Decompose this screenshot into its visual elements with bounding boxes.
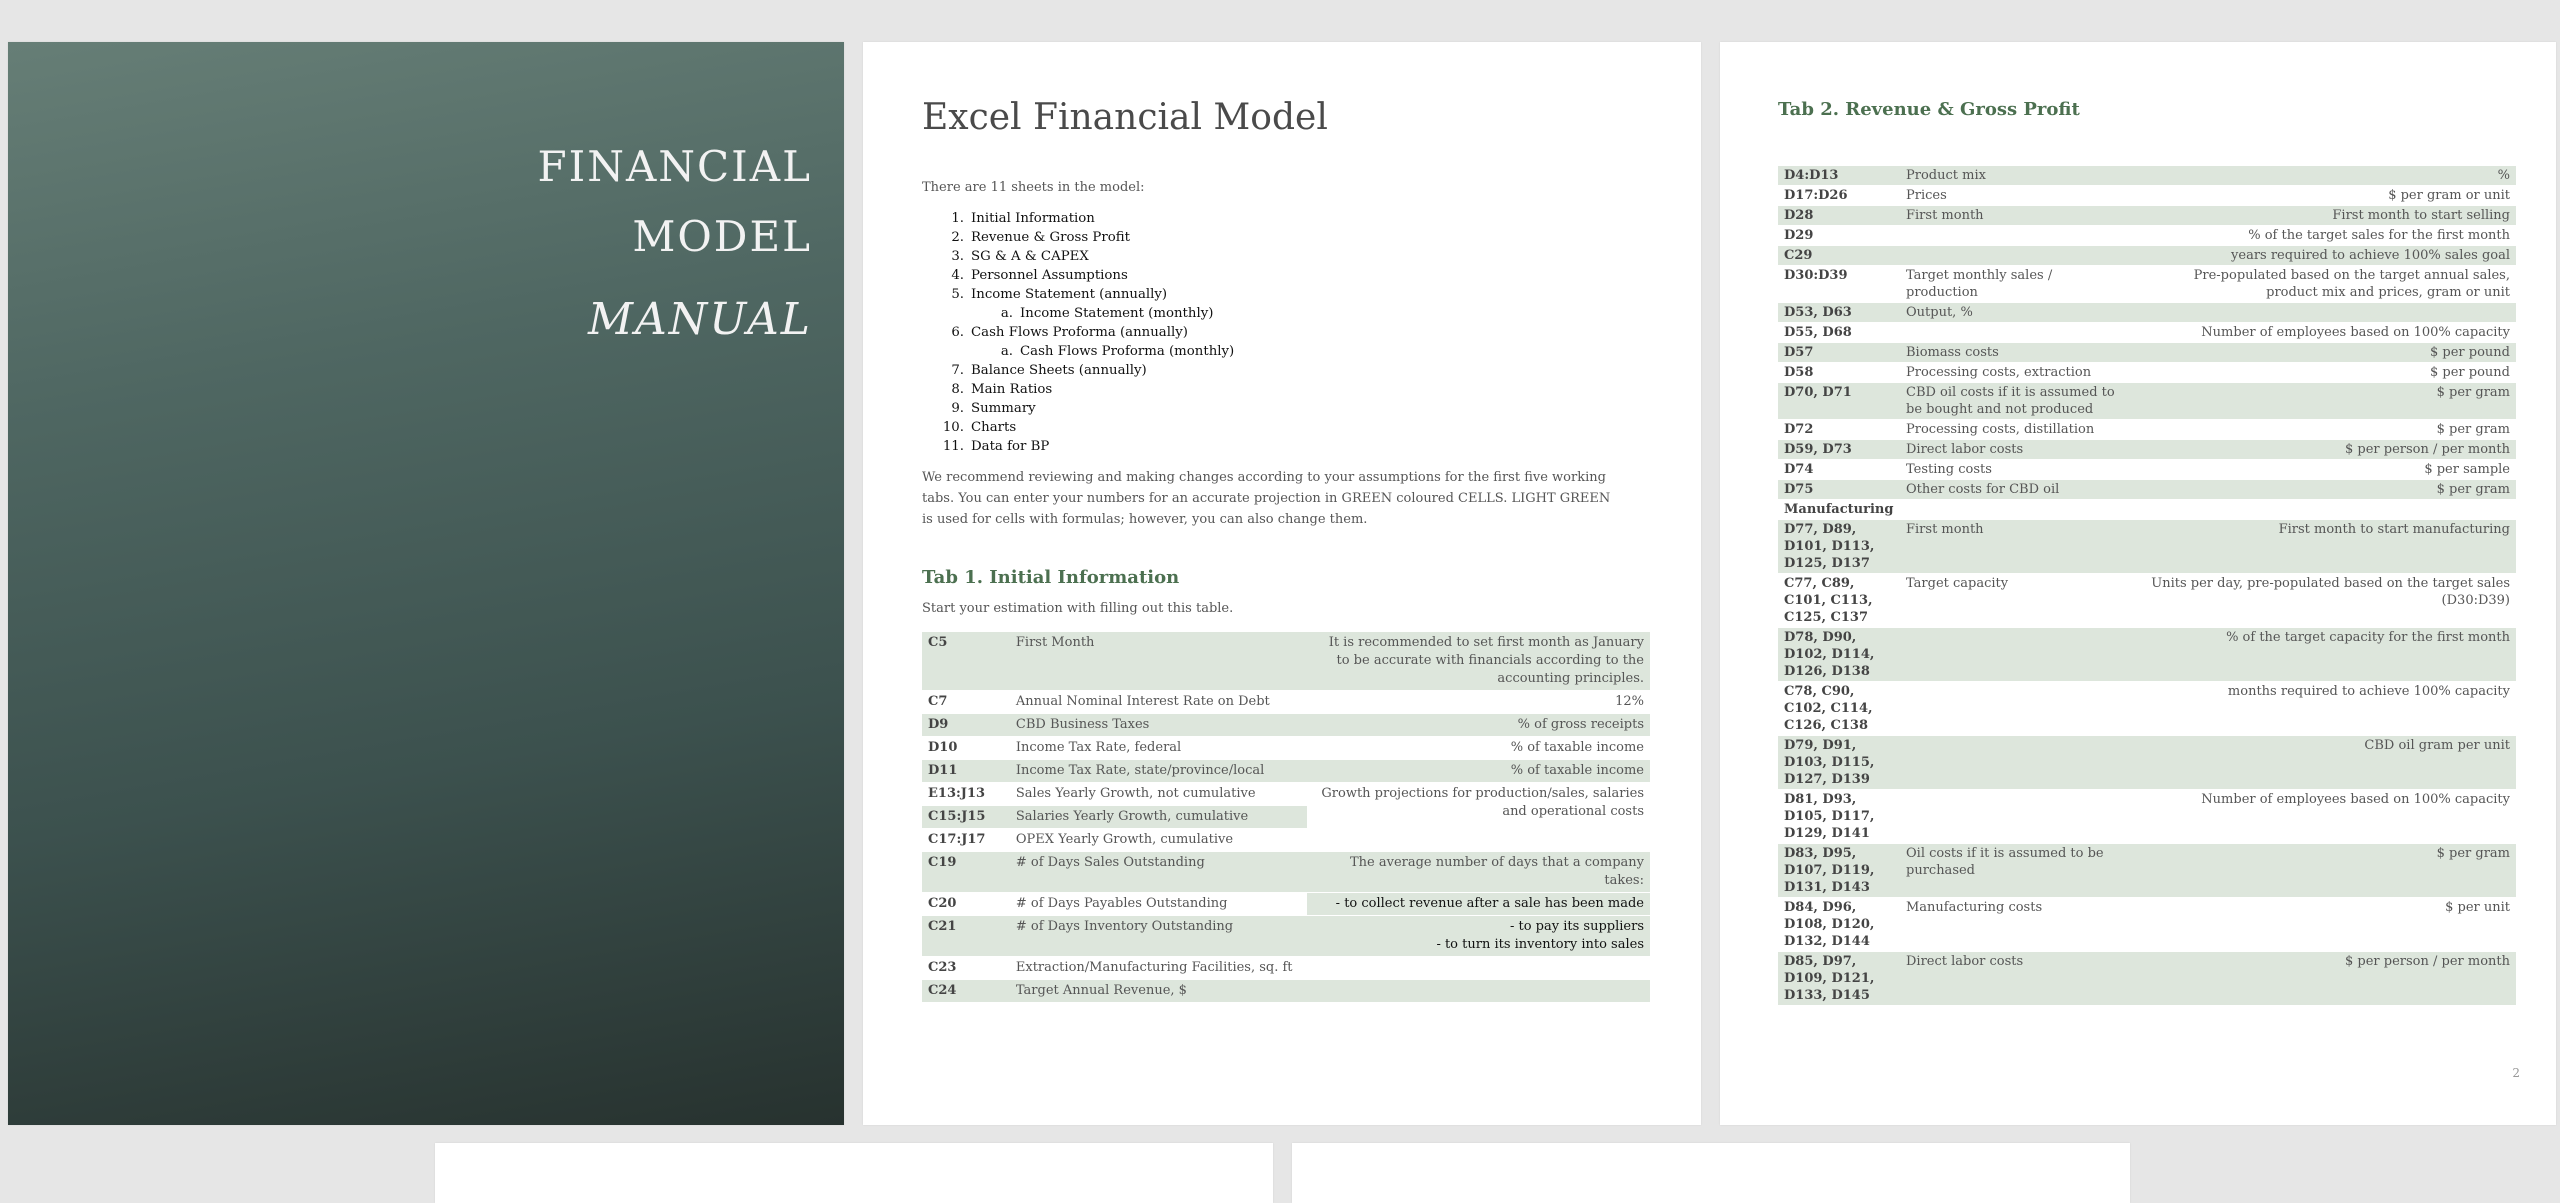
table-row xyxy=(922,737,1650,760)
cell-ref: C5 xyxy=(928,635,948,650)
row-note: % of the target capacity for the first month xyxy=(2226,630,2510,645)
table-row xyxy=(1778,323,2516,343)
table-row xyxy=(1778,420,2516,440)
cell-ref: D81, D93, D105, D117, D129, D141 xyxy=(1784,792,1875,841)
list-item-number: 4. xyxy=(951,268,964,283)
cell-ref: C77, C89, C101, C113, C125, C137 xyxy=(1784,576,1873,625)
list-item-label: Data for BP xyxy=(971,439,1050,454)
list-item xyxy=(922,323,1234,342)
row-label: Processing costs, distillation xyxy=(1906,422,2095,437)
cell-ref: D78, D90, D102, D114, D126, D138 xyxy=(1784,630,1875,679)
cell-ref: D58 xyxy=(1784,365,1814,380)
list-item-number: a. xyxy=(1000,344,1013,359)
table-row xyxy=(1778,206,2516,226)
row-label: Product mix xyxy=(1906,168,1986,183)
row-label: Salaries Yearly Growth, cumulative xyxy=(1010,806,1307,829)
tab2-heading: Tab 2. Revenue & Gross Profit xyxy=(1778,99,2080,120)
document-page-2 xyxy=(1720,42,2556,1125)
row-label: Income Tax Rate, state/province/local xyxy=(1015,763,1265,778)
row-label: Other costs for CBD oil xyxy=(1906,482,2060,497)
tab1-table xyxy=(922,632,1650,1003)
row-label xyxy=(1900,323,2132,343)
row-note: Number of employees based on 100% capacity xyxy=(2201,325,2510,340)
table-row xyxy=(1778,790,2516,844)
cell-ref: C23 xyxy=(928,960,957,975)
document-page-4 xyxy=(1292,1143,2130,1203)
list-item xyxy=(922,399,1234,418)
row-note: First month to start manufacturing xyxy=(2278,522,2510,537)
table-row xyxy=(1778,574,2516,628)
row-note: $ per gram or unit xyxy=(2388,188,2510,203)
table-row xyxy=(1778,500,2516,520)
cell-ref: D11 xyxy=(928,763,958,778)
table-row xyxy=(922,783,1650,806)
row-note: % of the target sales for the first month xyxy=(2248,228,2510,243)
row-label xyxy=(1900,682,2132,736)
page-title: Excel Financial Model xyxy=(922,97,1328,138)
table-row xyxy=(1778,246,2516,266)
row-label: Prices xyxy=(1906,188,1947,203)
list-item xyxy=(922,361,1234,380)
cell-ref: D85, D97, D109, D121, D133, D145 xyxy=(1784,954,1875,1003)
row-note xyxy=(1307,980,1650,1003)
table-row xyxy=(922,714,1650,737)
table-row xyxy=(1778,363,2516,383)
cell-ref: D83, D95, D107, D119, D131, D143 xyxy=(1784,846,1875,895)
row-label: Biomass costs xyxy=(1906,345,1999,360)
row-label xyxy=(1900,500,2132,520)
table-row xyxy=(1778,186,2516,206)
table-row xyxy=(1778,460,2516,480)
cell-ref: C78, C90, C102, C114, C126, C138 xyxy=(1784,684,1873,733)
sheets-intro: There are 11 sheets in the model: xyxy=(922,180,1145,195)
list-item-label: Income Statement (monthly) xyxy=(1020,306,1214,321)
row-note xyxy=(1307,916,1650,957)
row-note: $ per unit xyxy=(2445,900,2510,915)
row-note: First month to start selling xyxy=(2332,208,2510,223)
cell-ref: C19 xyxy=(928,855,957,870)
cell-ref: D30:D39 xyxy=(1784,268,1848,283)
row-label: Target monthly sales / production xyxy=(1906,268,2053,300)
cell-ref: D84, D96, D108, D120, D132, D144 xyxy=(1784,900,1875,949)
table-row xyxy=(1778,898,2516,952)
table-row xyxy=(922,893,1650,916)
table-row xyxy=(922,980,1650,1003)
table-row xyxy=(922,632,1650,691)
list-item-label: Personnel Assumptions xyxy=(971,268,1128,283)
table-row xyxy=(922,760,1650,783)
list-item-label: Balance Sheets (annually) xyxy=(971,363,1147,378)
row-label: Target Annual Revenue, $ xyxy=(1015,983,1187,998)
cell-ref: Manufacturing xyxy=(1784,502,1894,517)
row-note: $ per pound xyxy=(2430,345,2510,360)
row-label: Income Tax Rate, federal xyxy=(1015,740,1182,755)
document-page-3 xyxy=(435,1143,1273,1203)
row-note: months required to achieve 100% capacity xyxy=(2227,684,2510,699)
row-label: Target capacity xyxy=(1906,576,2009,591)
row-label: Annual Nominal Interest Rate on Debt xyxy=(1015,694,1270,709)
row-note: $ per gram xyxy=(2436,482,2510,497)
row-label: First Month xyxy=(1015,635,1095,650)
list-item xyxy=(922,304,1234,323)
table-row xyxy=(1778,440,2516,460)
row-label: # of Days Inventory Outstanding xyxy=(1015,919,1234,934)
cover-title-line1: FINANCIAL xyxy=(537,142,812,191)
row-label xyxy=(1900,628,2132,682)
row-note: It is recommended to set first month as January to be accurate with financials according to the accounting principles. xyxy=(1328,635,1644,686)
row-note: $ per gram xyxy=(2436,385,2510,400)
table-row xyxy=(1778,480,2516,500)
row-note: $ per gram xyxy=(2436,846,2510,861)
table-row xyxy=(1778,266,2516,303)
list-item xyxy=(922,380,1234,399)
list-item-number: 5. xyxy=(951,287,964,302)
row-note: $ per gram xyxy=(2436,422,2510,437)
cell-ref: D10 xyxy=(928,740,958,755)
row-note: years required to achieve 100% sales goal xyxy=(2231,248,2510,263)
row-note: Pre-populated based on the target annual sales, product mix and prices, gram or unit xyxy=(2193,268,2510,300)
row-label: Extraction/Manufacturing Facilities, sq. ft xyxy=(1015,960,1293,975)
row-note: % of taxable income xyxy=(1510,763,1644,778)
row-note-line: - to turn its inventory into sales xyxy=(1436,937,1644,952)
list-item-label: SG & A & CAPEX xyxy=(971,249,1089,264)
cell-ref: D74 xyxy=(1784,462,1814,477)
row-label xyxy=(1900,246,2132,266)
list-item-number: 3. xyxy=(951,249,964,264)
cell-ref: E13:J13 xyxy=(922,783,1010,806)
cell-ref: D4:D13 xyxy=(1784,168,1839,183)
table-row xyxy=(922,852,1650,893)
row-note xyxy=(2132,500,2516,520)
list-item xyxy=(922,285,1234,304)
list-item-label: Income Statement (annually) xyxy=(971,287,1168,302)
list-item-label: Main Ratios xyxy=(971,382,1053,397)
row-label: First month xyxy=(1906,522,1984,537)
row-note: CBD oil gram per unit xyxy=(2364,738,2510,753)
list-item xyxy=(922,342,1234,361)
table-row xyxy=(1778,628,2516,682)
list-item xyxy=(922,266,1234,285)
cover-title-line3: MANUAL xyxy=(587,294,812,345)
page-number: 2 xyxy=(2512,1066,2520,1080)
cell-ref: C24 xyxy=(928,983,957,998)
table-row xyxy=(1778,226,2516,246)
list-item xyxy=(922,418,1234,437)
row-label: Direct labor costs xyxy=(1906,954,2024,969)
document-page-1 xyxy=(863,42,1701,1125)
cell-ref: D9 xyxy=(928,717,949,732)
list-item-number: 9. xyxy=(951,401,964,416)
row-note xyxy=(2132,303,2516,323)
cell-ref: D28 xyxy=(1784,208,1814,223)
row-note: $ per person / per month xyxy=(2345,954,2510,969)
row-label: Direct labor costs xyxy=(1906,442,2024,457)
row-note: % of gross receipts xyxy=(1517,717,1644,732)
table-row xyxy=(922,691,1650,714)
tab1-heading: Tab 1. Initial Information xyxy=(922,567,1180,588)
cell-ref: D59, D73 xyxy=(1784,442,1852,457)
list-item-number: 6. xyxy=(951,325,964,340)
row-label: CBD oil costs if it is assumed to be bought and not produced xyxy=(1906,385,2115,417)
row-note: % xyxy=(2497,168,2510,183)
cell-ref: D79, D91, D103, D115, D127, D139 xyxy=(1784,738,1875,787)
row-note: Units per day, pre-populated based on the target sales (D30:D39) xyxy=(2151,576,2510,608)
list-item-label: Cash Flows Proforma (annually) xyxy=(971,325,1188,340)
row-note: $ per sample xyxy=(2424,462,2510,477)
table-row xyxy=(1778,520,2516,574)
table-row xyxy=(1778,736,2516,790)
list-item-number: 8. xyxy=(951,382,964,397)
list-item-number: 7. xyxy=(951,363,964,378)
row-note: Growth projections for production/sales, salaries and operational costs xyxy=(1307,783,1650,852)
row-label: Output, % xyxy=(1906,305,1973,320)
list-item-label: Initial Information xyxy=(971,211,1095,226)
sheets-list xyxy=(922,209,1234,456)
row-label: Testing costs xyxy=(1906,462,1992,477)
list-item-number: 10. xyxy=(942,420,964,435)
row-note-line: - to pay its suppliers xyxy=(1509,919,1644,934)
cell-ref: D29 xyxy=(1784,228,1814,243)
tab2-table xyxy=(1778,166,2516,1006)
recommendation-paragraph: We recommend reviewing and making changes according to your assumptions for the first five working tabs. You can enter your numbers for an accurate projection in GREEN coloured CELLS. LIGHT GREEN is used for cells with formulas; however, you can also change them. xyxy=(922,470,1611,527)
cell-ref: D70, D71 xyxy=(1784,385,1852,400)
row-label xyxy=(1900,736,2132,790)
row-label: First month xyxy=(1906,208,1984,223)
row-note: $ per pound xyxy=(2430,365,2510,380)
cell-ref: D75 xyxy=(1784,482,1814,497)
list-item xyxy=(922,228,1234,247)
row-label: Oil costs if it is assumed to be purchased xyxy=(1906,846,2104,878)
cover-page xyxy=(8,42,844,1125)
table-row xyxy=(1778,383,2516,420)
table-row xyxy=(1778,952,2516,1006)
list-item-number: 11. xyxy=(942,439,964,454)
row-note: The average number of days that a company takes: xyxy=(1349,855,1644,888)
cell-ref: C17:J17 xyxy=(922,829,1010,852)
list-item-label: Cash Flows Proforma (monthly) xyxy=(1020,344,1235,359)
list-item-number: a. xyxy=(1000,306,1013,321)
row-label xyxy=(1900,790,2132,844)
table-row xyxy=(1778,343,2516,363)
list-item-label: Revenue & Gross Profit xyxy=(971,230,1130,245)
row-note: $ per person / per month xyxy=(2345,442,2510,457)
cell-ref: D53, D63 xyxy=(1784,305,1852,320)
list-item xyxy=(922,209,1234,228)
cell-ref: D77, D89, D101, D113, D125, D137 xyxy=(1784,522,1875,571)
list-item-label: Charts xyxy=(971,420,1017,435)
list-item xyxy=(922,247,1234,266)
cell-ref: D55, D68 xyxy=(1784,325,1852,340)
cover-title-line2: MODEL xyxy=(632,212,812,261)
cell-ref: D57 xyxy=(1784,345,1814,360)
row-label: # of Days Payables Outstanding xyxy=(1010,893,1307,916)
table-row xyxy=(1778,682,2516,736)
row-label xyxy=(1900,226,2132,246)
table-row xyxy=(922,916,1650,957)
list-item-number: 1. xyxy=(951,211,964,226)
cell-ref: C20 xyxy=(922,893,1010,916)
table-row xyxy=(1778,166,2516,186)
list-item-label: Summary xyxy=(971,401,1036,416)
row-note xyxy=(1307,957,1650,980)
row-note: - to collect revenue after a sale has been made xyxy=(1307,893,1650,916)
cell-ref: D72 xyxy=(1784,422,1814,437)
cell-ref: C21 xyxy=(928,919,957,934)
table-row xyxy=(1778,844,2516,898)
cell-ref: C7 xyxy=(928,694,948,709)
table-row xyxy=(922,957,1650,980)
row-note: 12% xyxy=(1615,694,1644,709)
cell-ref: C29 xyxy=(1784,248,1813,263)
row-note: % of taxable income xyxy=(1510,740,1644,755)
tab1-intro: Start your estimation with filling out this table. xyxy=(922,601,1234,616)
row-label: # of Days Sales Outstanding xyxy=(1015,855,1205,870)
list-item-number: 2. xyxy=(951,230,964,245)
row-label: CBD Business Taxes xyxy=(1015,717,1150,732)
row-label: Manufacturing costs xyxy=(1906,900,2043,915)
row-note: Number of employees based on 100% capacity xyxy=(2201,792,2510,807)
cell-ref: D17:D26 xyxy=(1784,188,1848,203)
list-item xyxy=(922,437,1234,456)
table-row xyxy=(1778,303,2516,323)
row-label: Processing costs, extraction xyxy=(1906,365,2092,380)
row-label: OPEX Yearly Growth, cumulative xyxy=(1010,829,1307,852)
cell-ref: C15:J15 xyxy=(922,806,1010,829)
row-label: Sales Yearly Growth, not cumulative xyxy=(1010,783,1307,806)
